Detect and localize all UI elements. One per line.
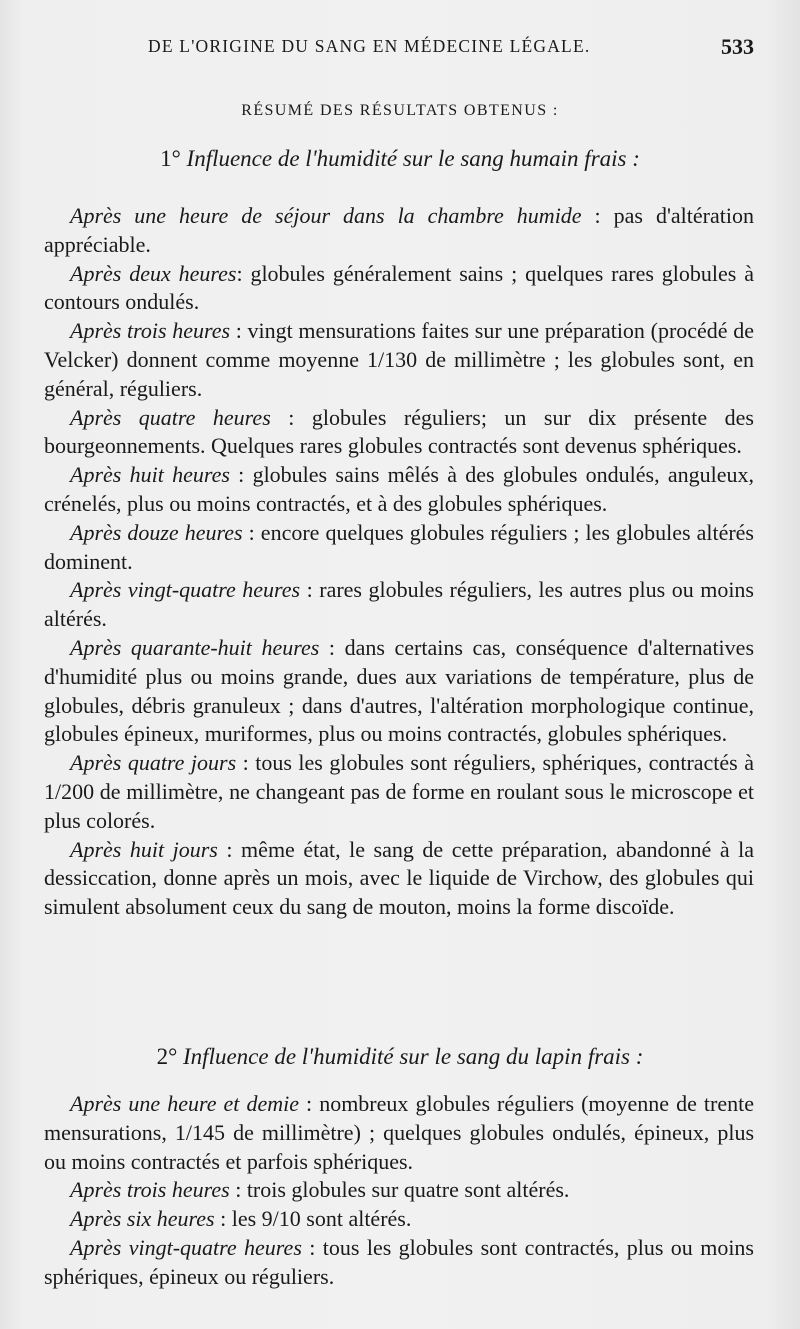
paragraph-text: : les 9/10 sont altérés. [214,1206,412,1232]
paragraph [44,461,754,519]
paragraph-lead: Après vingt-quatre heures [70,577,301,603]
paragraph-lead: Après douze heures [70,519,243,545]
paragraph-lead: Après trois heures [70,1177,230,1203]
paragraph-lead: Après quatre jours [70,750,237,776]
paragraph-text: : nombreux globules réguliers (moyenne de trente mensurations, 1/145 de millimètre) ; quelques globules ondulés, épineux, plus ou moins contractés et parfois sphériques. [44,1091,754,1174]
paragraph-lead: Après une heure et demie [70,1091,299,1116]
paragraph [44,404,754,462]
paragraph-text: : tous les globules sont contractés, plus ou moins sphériques, épineux ou réguliers. [44,1234,754,1289]
paragraph-lead: Après quatre heures [70,404,271,430]
section-body-2 [44,1090,754,1292]
section-body-1 [44,202,754,922]
paragraph-lead: Après vingt-quatre heures [70,1234,302,1260]
paragraph [44,836,754,922]
section-heading-1 [0,146,800,172]
paragraph [44,1176,754,1205]
section-heading-2 [0,1044,800,1070]
paragraph [44,260,754,318]
section-title-2: Influence de l'humidité sur le sang du lapin frais : [183,1044,644,1069]
paragraph [44,202,754,260]
paragraph-lead: Après une heure de séjour dans la chambre humide [70,203,582,228]
paragraph [44,1205,754,1234]
page-header [0,34,800,68]
paragraph-text: : rares globules réguliers, les autres plus ou moins altérés. [44,577,754,632]
summary-title: RÉSUMÉ DES RÉSULTATS OBTENUS : [241,102,559,119]
section-number-1: 1° [160,146,181,171]
paragraph-text: : pas d'altération appréciable. [44,203,754,257]
paragraph-lead: Après deux heures [70,260,237,286]
paragraph-text: : vingt mensurations faites sur une préparation (procédé de Velcker) donnent comme moyenne 1/130 de millimètre ; les globules sont, en général, réguliers. [44,318,755,401]
paragraph [44,576,754,634]
running-head: DE L'ORIGINE DU SANG EN MÉDECINE LÉGALE. [148,36,591,56]
page-number: 533 [721,34,754,59]
paragraph [44,634,754,749]
paragraph-text: : trois globules sur quatre sont altérés. [229,1177,570,1203]
paragraph-text: : tous les globules sont réguliers, sphériques, contractés à 1/200 de millimètre, ne changeant pas de forme en roulant sous le microscope et plus colorés. [44,750,755,833]
paragraph-text: : même état, le sang de cette préparation, abandonné à la dessiccation, donne après un mois, avec le liquide de Virchow, des globules qui simulent absolument ceux du sang de mouton, moins la forme discoïde. [44,836,754,920]
paragraph [44,1090,754,1176]
paragraph [44,1234,754,1292]
paragraph-text: : dans certains cas, conséquence d'alternatives d'humidité plus ou moins grande, dues aux variations de température, plus de globules, débris granuleux ; dans d'autres, l'altération morphologique continue, globules épineux, muriformes, plus ou moins contractés, globules sphériques. [44,634,754,747]
paragraph [44,519,754,577]
paragraph-text: : encore quelques globules réguliers ; les globules altérés dominent. [44,519,754,574]
paragraph-lead: Après trois heures [70,318,231,344]
paragraph-text: : globules sains mêlés à des globules ondulés, anguleux, crénelés, plus ou moins contractés, et à des globules sphériques. [44,462,754,516]
paragraph-lead: Après huit heures [70,462,230,488]
paragraph-text: : globules réguliers; un sur dix présente des bourgeonnements. Quelques rares globules contractés sont devenus sphériques. [44,404,754,459]
paragraph-lead: Après quarante-huit heures [70,634,320,660]
paragraph [44,317,754,403]
paragraph-lead: Après huit jours [70,836,218,862]
section-number-2: 2° [156,1044,178,1069]
paragraph-lead: Après six heures [70,1206,215,1232]
section-title-1: Influence de l'humidité sur le sang humain frais : [186,146,640,171]
paragraph-text: : globules généralement sains ; quelques rares globules à contours ondulés. [44,260,754,315]
paragraph [44,749,754,835]
